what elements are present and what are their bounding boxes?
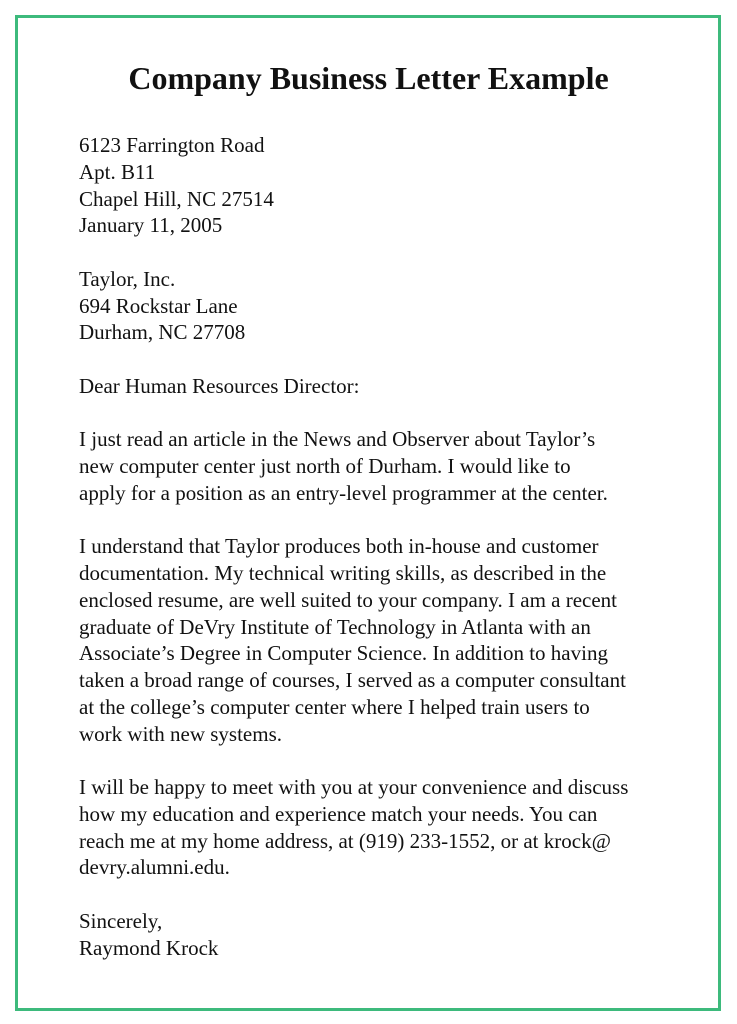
text-line: documentation. My technical writing skills, as described in the bbox=[79, 561, 607, 585]
text-line: apply for a position as an entry-level programmer at the center. bbox=[79, 480, 608, 505]
text-line: reach me at my home address, at (919) 233-1552, or at krock@ bbox=[79, 828, 611, 853]
text-line: graduate of DeVry Institute of Technology in Atlanta with an bbox=[79, 614, 591, 639]
text-line: 694 Rockstar Lane bbox=[79, 293, 238, 318]
document-title: Company Business Letter Example bbox=[128, 60, 609, 96]
text-line: at the college’s computer center where I helped train users to bbox=[79, 694, 590, 719]
text-line: work with new systems. bbox=[79, 721, 282, 746]
text-line: Dear Human Resources Director: bbox=[79, 373, 360, 398]
closing-phrase: Sincerely, bbox=[79, 908, 163, 933]
text-line: taken a broad range of courses, I served as a computer consultant bbox=[79, 668, 626, 692]
recipient-address bbox=[79, 266, 628, 346]
signature-name: Raymond Krock bbox=[79, 935, 219, 960]
text-line: I will be happy to meet with you at your convenience and discuss bbox=[79, 775, 629, 799]
sender-address bbox=[79, 132, 628, 239]
closing bbox=[79, 908, 628, 962]
letter-body bbox=[79, 132, 628, 988]
text-line: devry.alumni.edu. bbox=[79, 855, 230, 880]
text-line: how my education and experience match your needs. You can bbox=[79, 801, 598, 826]
text-line: enclosed resume, are well suited to your company. I am a recent bbox=[79, 587, 618, 612]
text-line: I just read an article in the News and Observer about Taylor’s bbox=[79, 427, 596, 452]
text-line: Taylor, Inc. bbox=[79, 266, 176, 291]
text-line: 6123 Farrington Road bbox=[79, 133, 265, 157]
text-line: new computer center just north of Durham. I would like to bbox=[79, 454, 571, 478]
text-line: Apt. B11 bbox=[79, 159, 156, 184]
text-line: Associate’s Degree in Computer Science. In addition to having bbox=[79, 641, 608, 666]
text-line: I understand that Taylor produces both in-house and customer bbox=[79, 534, 599, 559]
text-line: Durham, NC 27708 bbox=[79, 320, 246, 345]
text-line: Chapel Hill, NC 27514 bbox=[79, 186, 274, 211]
paragraph-2 bbox=[79, 533, 628, 747]
paragraph-3 bbox=[79, 774, 628, 881]
salutation bbox=[79, 373, 628, 400]
paragraph-1 bbox=[79, 426, 628, 506]
letter-date: January 11, 2005 bbox=[79, 213, 223, 238]
